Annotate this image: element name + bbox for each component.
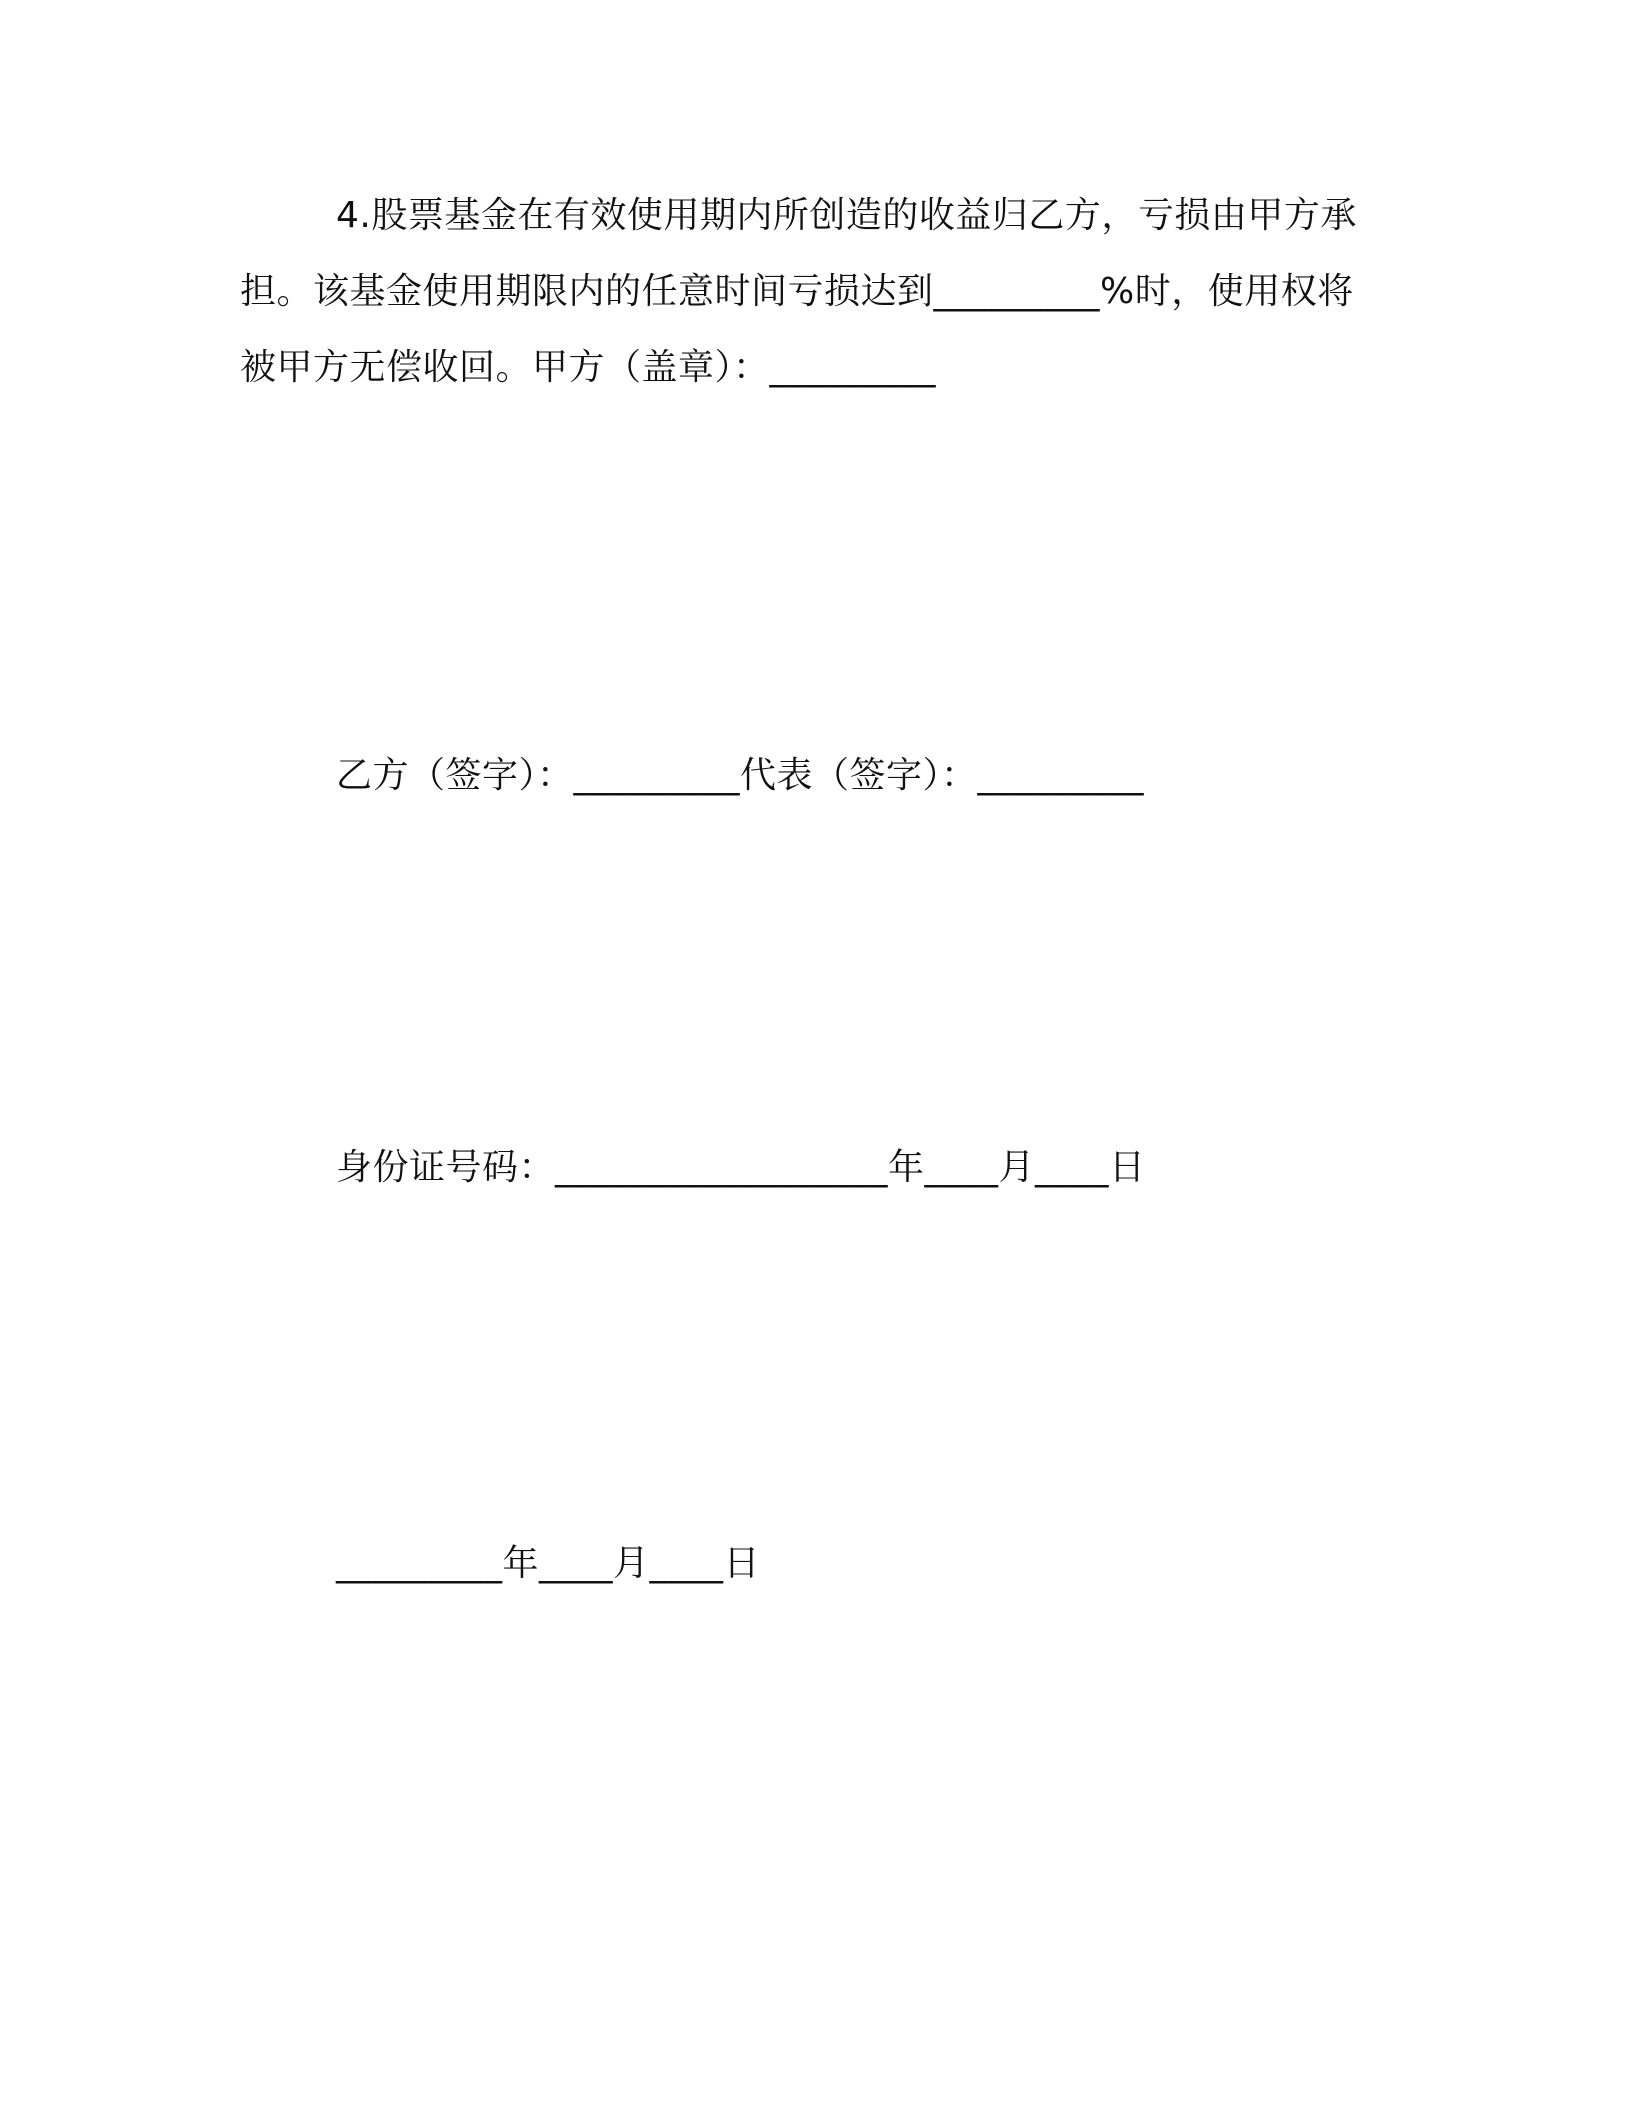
clause-4-text: 4.股票基金在有效使用期内所创造的收益归乙方，亏损由甲方承担。该基金使用期限内的任意时间亏损达到_________%时，使用权将被甲方无偿收回。甲方（盖章）：_________ bbox=[240, 195, 1357, 388]
id-number-date-line: 身份证号码：__________________年____月____日 bbox=[336, 1147, 1146, 1188]
clause-4-paragraph bbox=[240, 178, 1375, 406]
date-line: _________年____月____日 bbox=[336, 1543, 760, 1584]
party-b-signature-line: 乙方（签字）：_________代表（签字）：_________ bbox=[336, 755, 1145, 796]
